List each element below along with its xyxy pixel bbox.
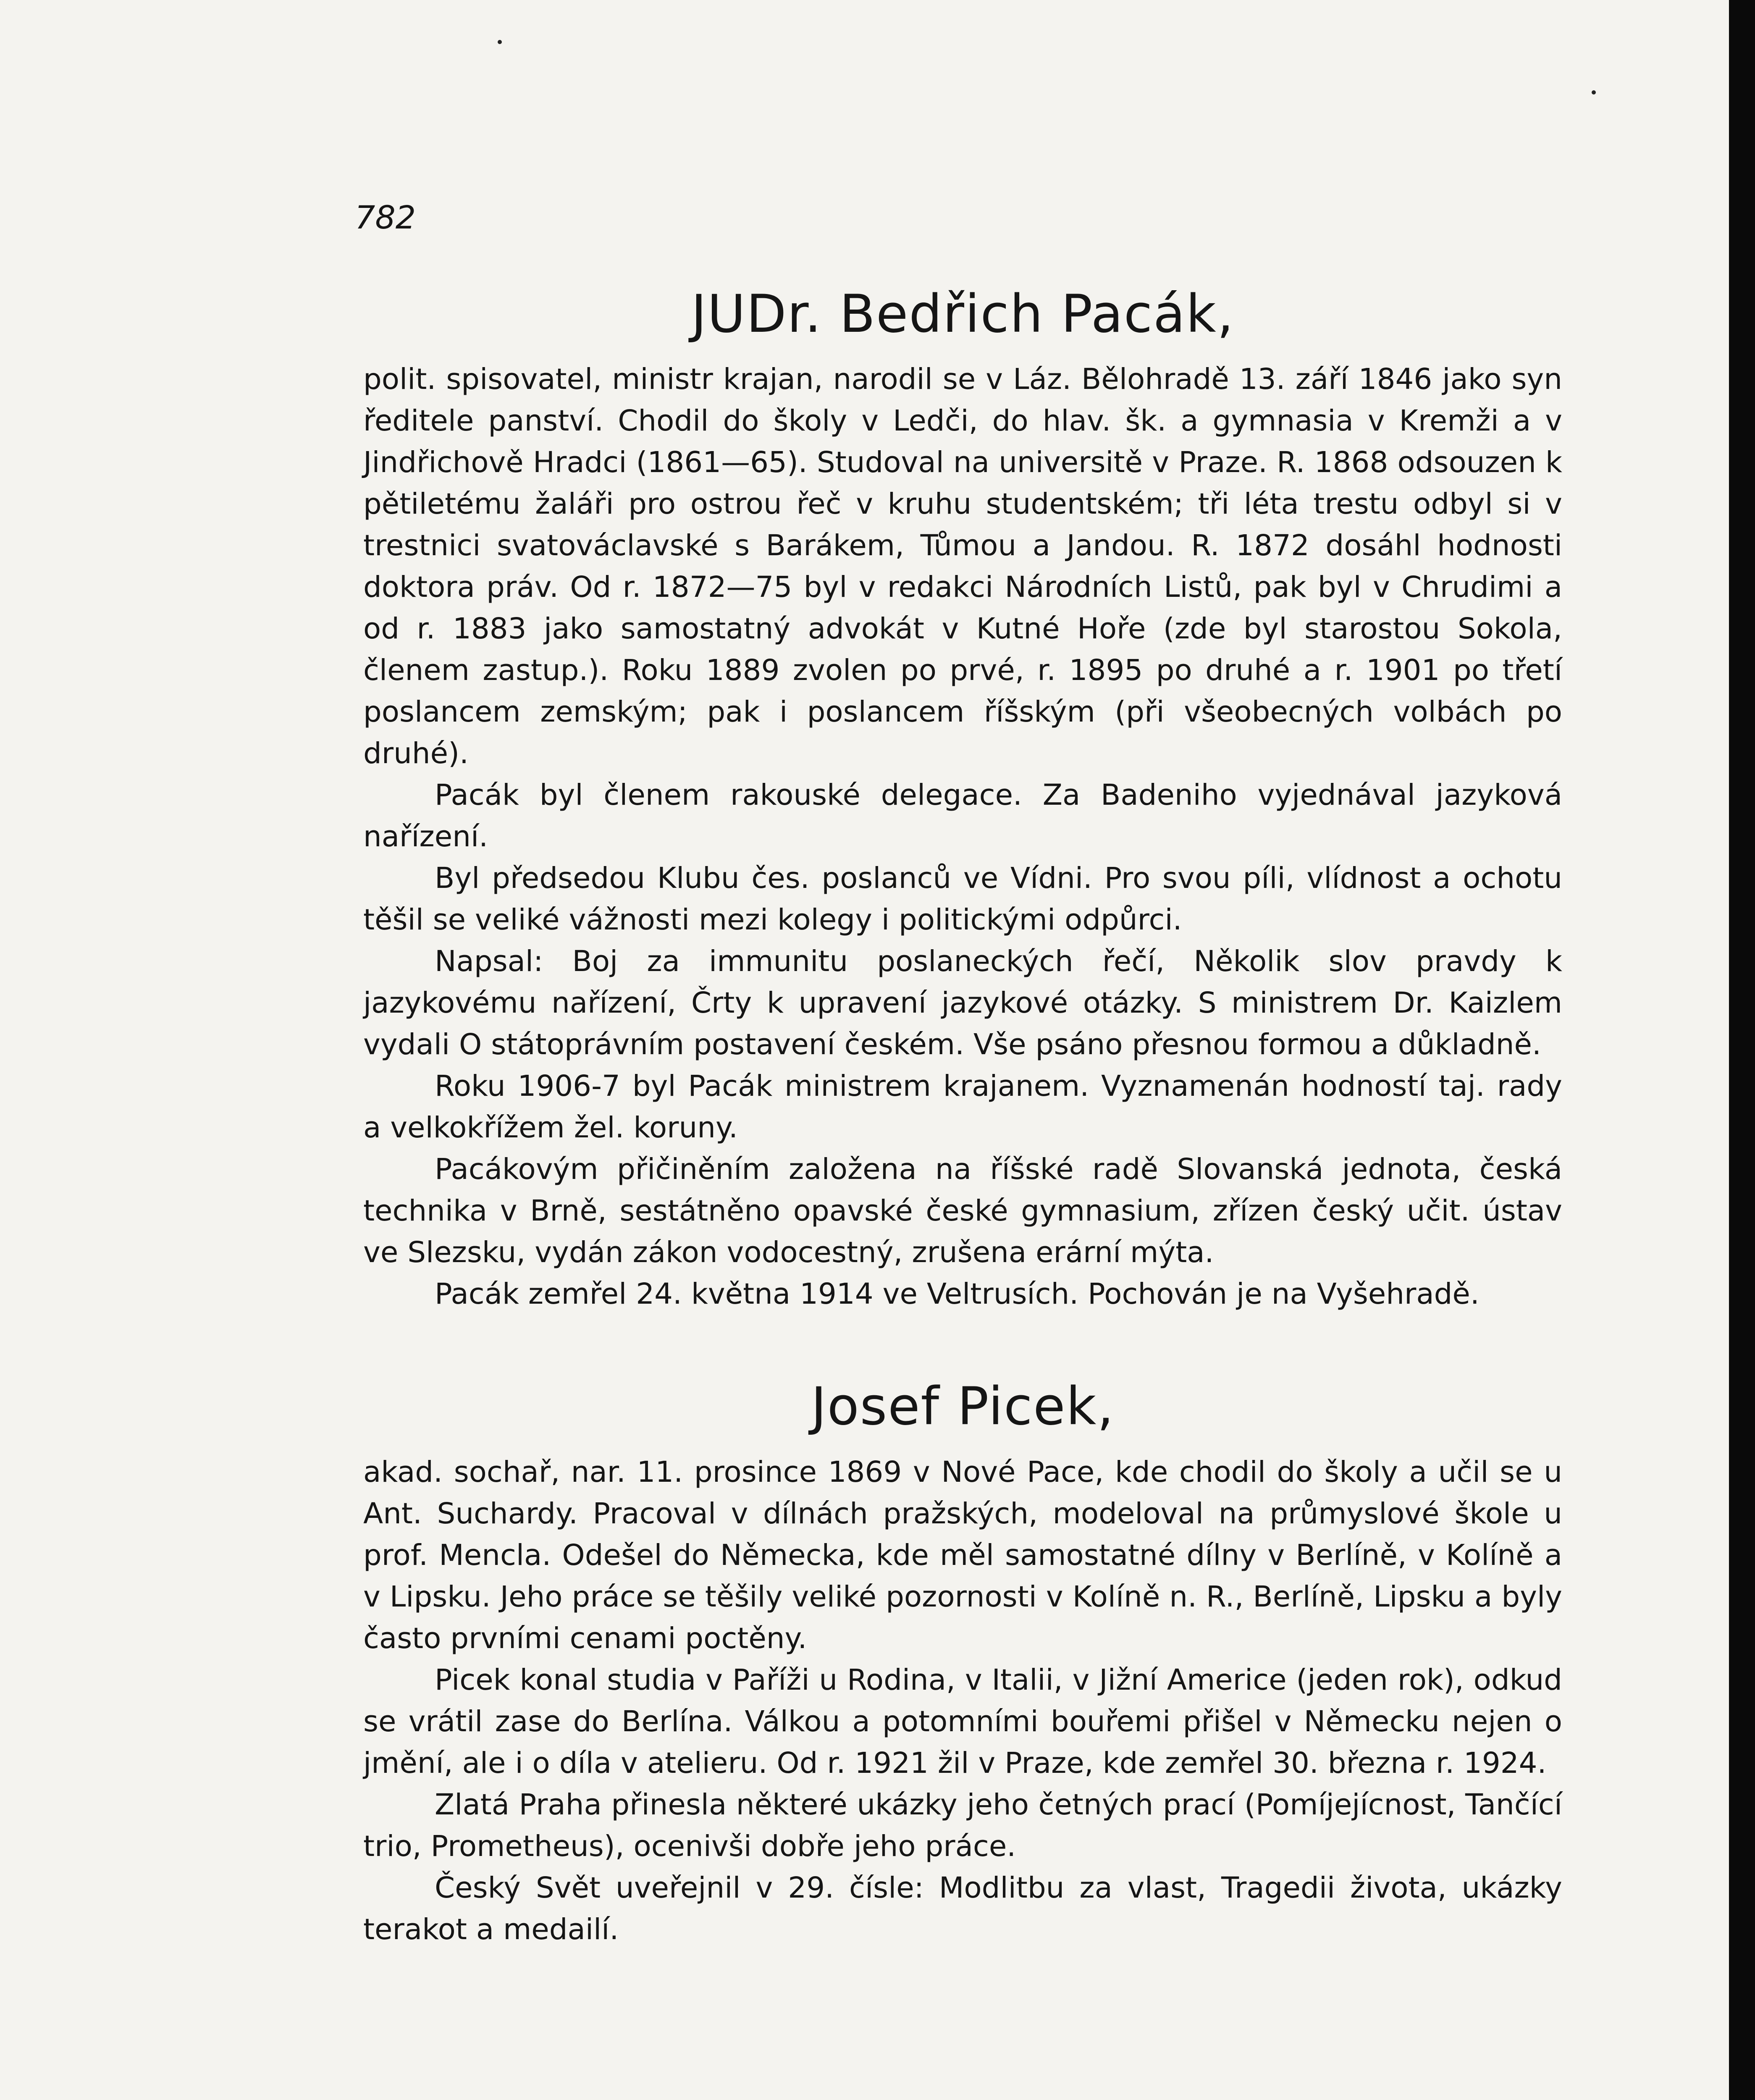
entry-paragraph: Český Svět uveřejnil v 29. čísle: Modlitbu za vlast, Tragedii života, ukázky terakot a medailí. bbox=[363, 1871, 1562, 1946]
entry-title: JUDr. Bedřich Pacák, bbox=[691, 284, 1235, 344]
scan-speck bbox=[1592, 90, 1596, 94]
entry-paragraph: Zlatá Praha přinesla některé ukázky jeho četných prací (Pomíjejícnost, Tančící trio, Prometheus), ocenivši dobře jeho práce. bbox=[363, 1788, 1562, 1863]
entry-paragraph: Pacák zemřel 24. května 1914 ve Veltrusích. Pochován je na Vyšehradě. bbox=[435, 1277, 1480, 1311]
entry-title: Josef Picek, bbox=[811, 1376, 1115, 1437]
entry-paragraph: Pacák byl členem rakouské delegace. Za Badeniho vyjednával jazyková nařízení. bbox=[363, 778, 1562, 854]
entry-paragraph: Picek konal studia v Paříži u Rodina, v Italii, v Jižní Americe (jeden rok), odkud se vrátil zase do Berlína. Válkou a potomními bouřemi přišel v Německu nejen o jmění, ale i o díla v atelieru. Od r. 1921 žil v Praze, kde zemřel 30. března r. 1924. bbox=[363, 1663, 1562, 1780]
scan-speck bbox=[498, 40, 502, 44]
entry-pacak bbox=[363, 286, 1562, 1315]
entry-paragraph: Pacákovým přičiněním založena na říšské radě Slovanská jednota, česká technika v Brně, sestátněno opavské české gymnasium, zřízen český učit. ústav ve Slezsku, vydán zákon vodocestný, zrušena erární mýta. bbox=[363, 1152, 1562, 1270]
entry-paragraph: Byl předsedou Klubu čes. poslanců ve Vídni. Pro svou píli, vlídnost a ochotu těšil se veliké vážnosti mezi kolegy i politickými odpůrci. bbox=[363, 861, 1562, 937]
scan-edge-right bbox=[1729, 0, 1755, 2100]
entry-paragraph: polit. spisovatel, ministr krajan, narodil se v Láz. Bělohradě 13. září 1846 jako syn ředitele panství. Chodil do školy v Ledči, do hlav. šk. a gymnasia v Kremži a v Jindřichově Hradci (1861—65). Studoval na universitě v Praze. R. 1868 odsouzen k pětiletému žaláři pro ostrou řeč v kruhu studentském; tři léta trestu odbyl si v trestnici svatováclavské s Barákem, Tůmou a Jandou. R. 1872 dosáhl hodnosti doktora práv. Od r. 1872—75 byl v redakci Národních Listů, pak byl v Chrudimi a od r. 1883 jako samostatný advokát v Kutné Hoře (zde byl starostou Sokola, členem zastup.). Roku 1889 zvolen po prvé, r. 1895 po druhé a r. 1901 po třetí poslancem zemským; pak i poslancem říšským (při všeobecných volbách po druhé). bbox=[363, 362, 1562, 771]
page-number: 782 bbox=[355, 199, 416, 236]
entry-paragraph: akad. sochař, nar. 11. prosince 1869 v Nové Pace, kde chodil do školy a učil se u Ant. Suchardy. Pracoval v dílnách pražských, modeloval na průmyslové škole u prof. Mencla. Odešel do Německa, kde měl samostatné dílny v Berlíně, v Kolíně a v Lipsku. Jeho práce se těšily veliké pozornosti v Kolíně n. R., Berlíně, Lipsku a byly často prvními cenami poctěny. bbox=[363, 1455, 1562, 1655]
entry-paragraph: Roku 1906-7 byl Pacák ministrem krajanem. Vyznamenán hodností taj. rady a velkokřížem žel. koruny. bbox=[363, 1069, 1562, 1145]
entry-paragraph: Napsal: Boj za immunitu poslaneckých řečí, Několik slov pravdy k jazykovému nařízení, Črty k upravení jazykové otázky. S ministrem Dr. Kaizlem vydali O státoprávním postavení českém. Vše psáno přesnou formou a důkladně. bbox=[363, 945, 1562, 1062]
page-content bbox=[363, 286, 1562, 1950]
entry-picek bbox=[363, 1378, 1562, 1950]
